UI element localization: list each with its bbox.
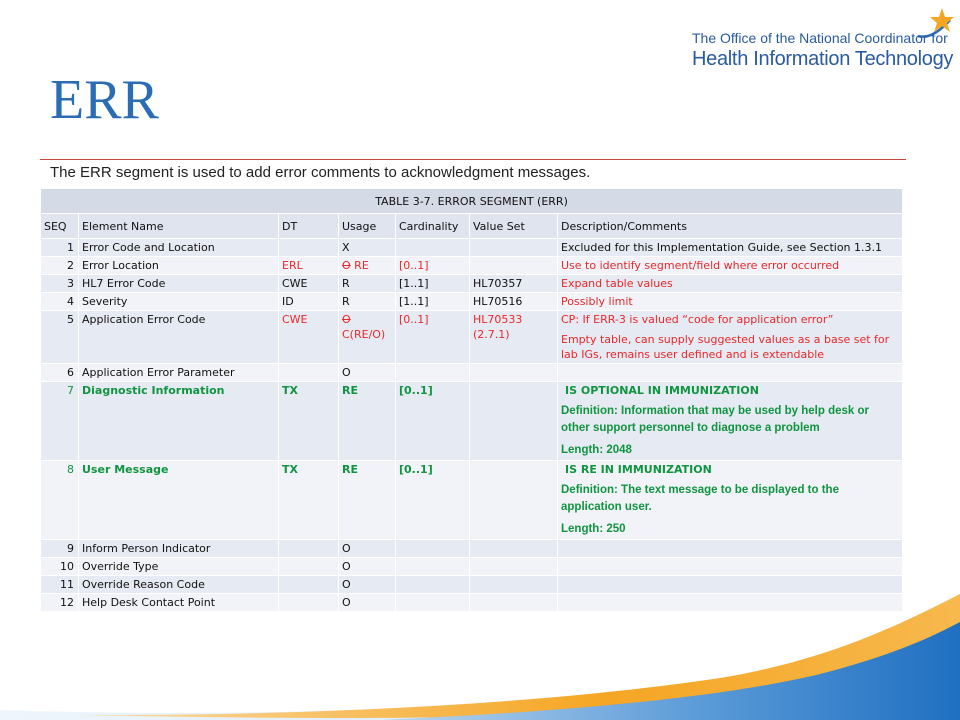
cell-seq: 9 [41,540,79,558]
cell-description: Excluded for this Implementation Guide, see Section 1.3.1 [558,239,903,257]
cell-dt: TX [279,461,339,540]
table-row [41,382,903,461]
title-divider [40,159,906,160]
usage-struck: O [342,313,351,326]
table-row [41,293,903,311]
cell-usage: O [339,576,396,594]
table-header-row [41,214,903,239]
cell-cardinality: [1..1] [396,275,470,293]
slide-title: ERR [50,69,159,131]
cell-description: Possibly limit [558,293,903,311]
col-header-cardinality: Cardinality [396,214,470,239]
cell-seq: 8 [41,461,79,540]
cell-usage [339,257,396,275]
cell-cardinality: [1..1] [396,293,470,311]
cell-description [558,382,903,461]
cell-seq: 3 [41,275,79,293]
err-segment-table [40,188,903,612]
col-header-dt: DT [279,214,339,239]
cell-seq: 1 [41,239,79,257]
cell-dt [279,239,339,257]
table-row [41,257,903,275]
cell-value-set [470,239,558,257]
table-row [41,364,903,382]
cell-dt [279,540,339,558]
cell-usage: RE [339,461,396,540]
cell-element-name: Error Code and Location [79,239,279,257]
table-row [41,540,903,558]
cell-description [558,364,903,382]
usage-struck: O [342,259,351,272]
cell-seq: 11 [41,576,79,594]
cell-element-name: HL7 Error Code [79,275,279,293]
cell-seq: 6 [41,364,79,382]
cell-seq: 2 [41,257,79,275]
logo-line2: Health Information Technology [692,48,954,70]
cell-value-set: HL70516 [470,293,558,311]
description-note: IS OPTIONAL IN IMMUNIZATION [565,384,759,397]
cell-usage: X [339,239,396,257]
cell-seq: 4 [41,293,79,311]
slide-subtitle: The ERR segment is used to add error comments to acknowledgment messages. [50,164,591,181]
cell-value-set [470,461,558,540]
table-row [41,275,903,293]
cell-usage: R [339,275,396,293]
cell-dt: ID [279,293,339,311]
cell-usage [339,311,396,364]
cell-element-name: Diagnostic Information [79,382,279,461]
description-line-2: Empty table, can supply suggested values as a base set for lab IGs, remains user defined and is extendable [561,333,890,361]
description-length: Length: 2048 [561,444,632,456]
cell-dt: TX [279,382,339,461]
cell-value-set [470,540,558,558]
cell-element-name: Application Error Code [79,311,279,364]
cell-value-set [470,257,558,275]
cell-description [558,311,903,364]
cell-cardinality: [0..1] [396,311,470,364]
cell-seq: 5 [41,311,79,364]
cell-description: Use to identify segment/field where error occurred [558,257,903,275]
cell-element-name: Help Desk Contact Point [79,594,279,612]
cell-usage: O [339,364,396,382]
cell-usage: O [339,540,396,558]
cell-element-name: Inform Person Indicator [79,540,279,558]
cell-cardinality: [0..1] [396,461,470,540]
onc-logo [690,6,956,72]
table-caption-row [41,189,903,214]
cell-cardinality [396,540,470,558]
logo-line1: The Office of the National Coordinator for [692,30,948,46]
cell-usage: RE [339,382,396,461]
cell-element-name: Override Type [79,558,279,576]
cell-cardinality [396,239,470,257]
cell-seq: 12 [41,594,79,612]
cell-dt: ERL [279,257,339,275]
col-header-value-set: Value Set [470,214,558,239]
cell-description [558,540,903,558]
cell-cardinality: [0..1] [396,257,470,275]
description-note: IS RE IN IMMUNIZATION [565,463,712,476]
cell-cardinality [396,364,470,382]
col-header-usage: Usage [339,214,396,239]
usage-new: C(RE/O) [342,328,386,341]
cell-seq: 7 [41,382,79,461]
col-header-seq: SEQ [41,214,79,239]
cell-usage: R [339,293,396,311]
cell-seq: 10 [41,558,79,576]
cell-description [558,461,903,540]
cell-usage: O [339,594,396,612]
cell-usage: O [339,558,396,576]
cell-value-set [470,382,558,461]
cell-value-set [470,364,558,382]
cell-element-name: Severity [79,293,279,311]
cell-dt: CWE [279,275,339,293]
description-line: CP: If ERR-3 is valued “code for application error” [561,313,834,326]
table-row [41,461,903,540]
cell-description: Expand table values [558,275,903,293]
cell-element-name: User Message [79,461,279,540]
description-length: Length: 250 [561,523,626,535]
col-header-description: Description/Comments [558,214,903,239]
description-definition: Definition: The text message to be displayed to the application user. [561,484,839,513]
err-segment-table-wrapper [40,188,902,612]
col-header-element-name: Element Name [79,214,279,239]
cell-element-name: Error Location [79,257,279,275]
cell-value-set: HL70357 [470,275,558,293]
footer-swoosh [0,560,960,720]
cell-element-name: Override Reason Code [79,576,279,594]
description-definition: Definition: Information that may be used by help desk or other support personnel to diagnose a problem [561,405,869,434]
table-row [41,311,903,364]
cell-value-set: HL70533 (2.7.1) [470,311,558,364]
cell-dt [279,364,339,382]
cell-cardinality: [0..1] [396,382,470,461]
cell-dt: CWE [279,311,339,364]
cell-element-name: Application Error Parameter [79,364,279,382]
usage-new: RE [354,259,369,272]
table-row [41,239,903,257]
table-caption: TABLE 3-7. ERROR SEGMENT (ERR) [41,189,903,214]
